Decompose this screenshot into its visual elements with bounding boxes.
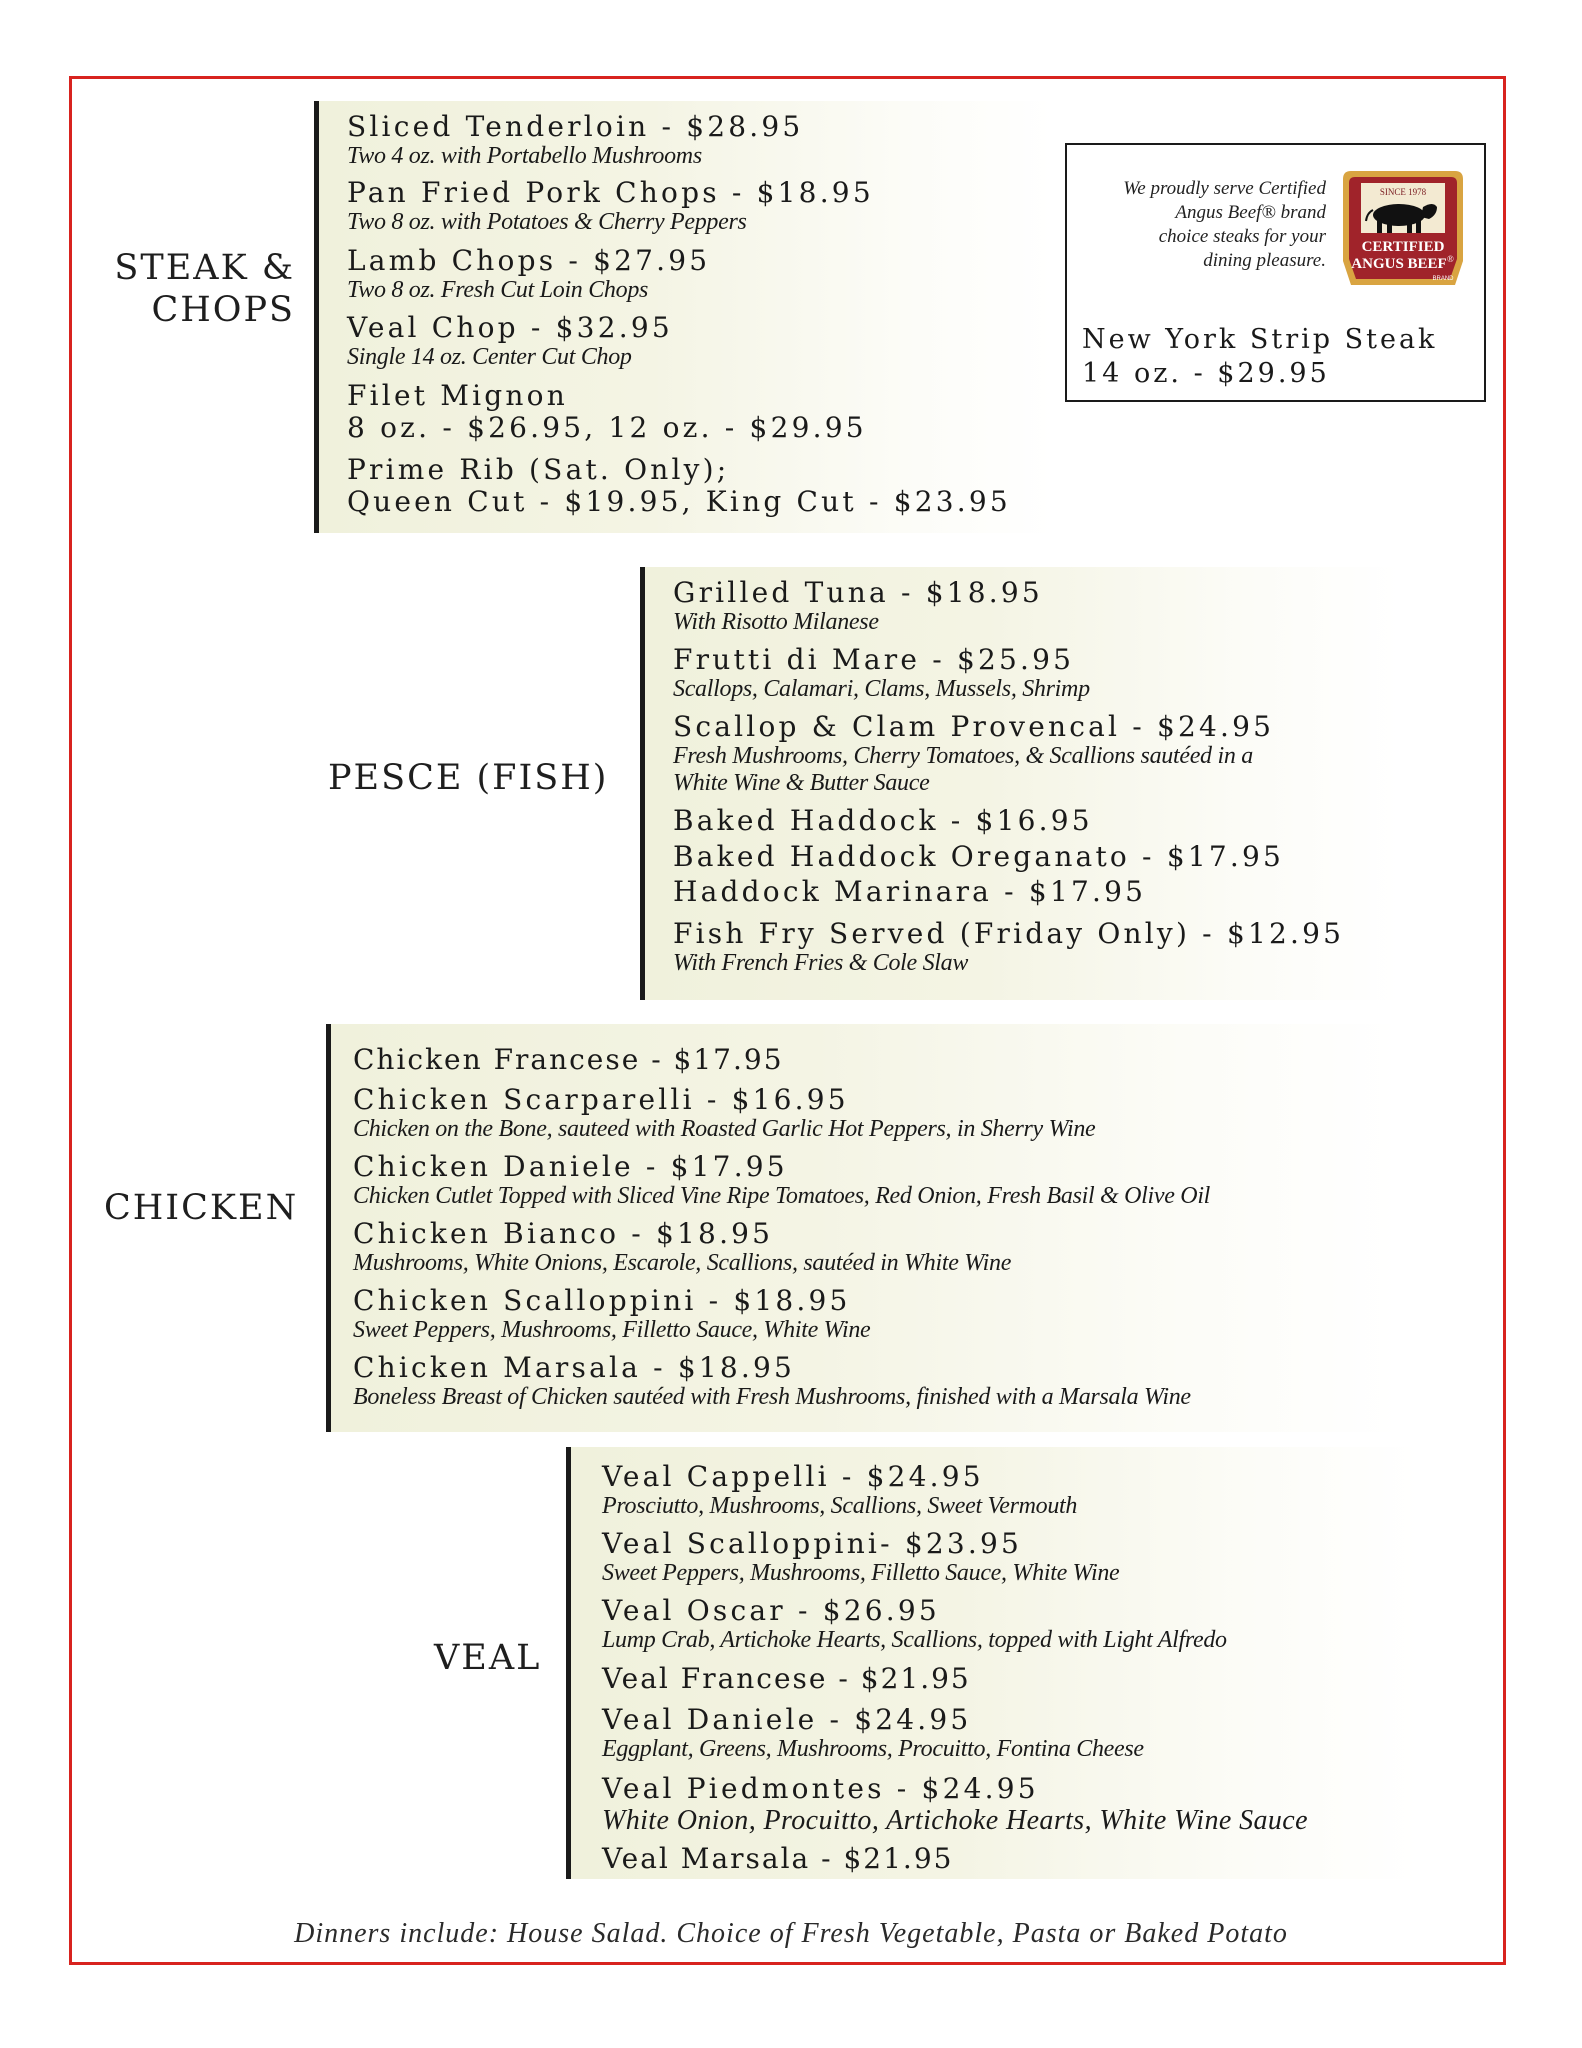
veal-panel (566, 1447, 1420, 1879)
item-description: Prosciutto, Mushrooms, Scallions, Sweet Vermouth (602, 1493, 1078, 1519)
item-description-cont: White Wine & Butter Sauce (673, 770, 930, 796)
item-name: Haddock Marinara - $17.95 (673, 875, 1147, 908)
certified-angus-beef-box (1065, 143, 1486, 402)
menu-item (347, 312, 673, 371)
menu-item (602, 1843, 953, 1875)
item-price-line: Queen Cut - $19.95, King Cut - $23.95 (347, 485, 1011, 518)
item-description: Lump Crab, Artichoke Hearts, Scallions, topped with Light Alfredo (602, 1627, 1227, 1653)
item-description: Sweet Peppers, Mushrooms, Filletto Sauce, White Wine (353, 1317, 871, 1343)
item-description: Chicken on the Bone, sauteed with Roasted Garlic Hot Peppers, in Sherry Wine (353, 1116, 1096, 1142)
section-label-steak-chops: STEAK & CHOPS (114, 248, 295, 330)
special-name: New York Strip Steak (1082, 324, 1438, 355)
item-name: Baked Haddock - $16.95 (673, 804, 1093, 837)
menu-item (602, 1704, 1144, 1763)
section-label-chicken: CHICKEN (104, 1188, 299, 1228)
item-description: Sweet Peppers, Mushrooms, Filletto Sauce, White Wine (602, 1560, 1120, 1586)
item-name: Chicken Francese - $17.95 (353, 1043, 784, 1076)
item-name: Lamb Chops - $27.95 (347, 244, 711, 277)
item-name: Veal Cappelli - $24.95 (602, 1460, 984, 1493)
menu-item (347, 454, 1011, 518)
item-description: Mushrooms, White Onions, Escarole, Scallions, sautéed in White Wine (353, 1250, 1012, 1276)
item-name: Chicken Daniele - $17.95 (353, 1150, 788, 1183)
item-name: Frutti di Mare - $25.95 (673, 643, 1075, 676)
menu-item (673, 644, 1090, 703)
item-description: Fresh Mushrooms, Cherry Tomatoes, & Scallions sautéed in a (673, 743, 1253, 769)
item-name: Fish Fry Served (Friday Only) - $12.95 (673, 917, 1345, 950)
logo-line1-text: CERTIFIED (1361, 239, 1445, 255)
new-york-strip-special (1082, 323, 1437, 391)
menu-item (602, 1663, 971, 1695)
menu-item (673, 577, 1043, 636)
item-description: Boneless Breast of Chicken sautéed with Fresh Mushrooms, finished with a Marsala Wine (353, 1384, 1191, 1410)
dinners-include-note: Dinners include: House Salad. Choice of Fresh Vegetable, Pasta or Baked Potato (294, 1918, 1288, 1949)
menu-item (673, 711, 1274, 797)
special-price: 14 oz. - $29.95 (1082, 358, 1330, 389)
logo-registered-mark: ® (1447, 254, 1454, 264)
cab-statement: We proudly serve Certified Angus Beef® brand choice steaks for your dining pleasure. (1123, 178, 1326, 271)
menu-item (602, 1773, 1308, 1837)
menu-item (673, 918, 1344, 977)
logo-line2-text: ANGUS BEEF (1351, 256, 1447, 272)
menu-item (353, 1151, 1210, 1210)
item-name: Veal Francese - $21.95 (602, 1662, 971, 1695)
item-name: Veal Marsala - $21.95 (602, 1842, 954, 1875)
chicken-panel (326, 1024, 1400, 1432)
item-description: Single 14 oz. Center Cut Chop (347, 344, 632, 370)
menu-item (353, 1084, 1095, 1143)
item-name: Veal Oscar - $26.95 (602, 1594, 940, 1627)
menu-item (347, 380, 867, 444)
item-name: Chicken Marsala - $18.95 (353, 1351, 796, 1384)
fish-panel (640, 567, 1400, 1000)
menu-item (602, 1461, 1077, 1520)
menu-item (602, 1528, 1119, 1587)
item-name: Sliced Tenderloin - $28.95 (347, 110, 804, 143)
item-name: Veal Daniele - $24.95 (602, 1703, 972, 1736)
section-label-fish: PESCE (FISH) (328, 758, 609, 798)
item-description: Scallops, Calamari, Clams, Mussels, Shrimp (673, 676, 1090, 702)
menu-item (673, 841, 1284, 873)
item-description: White Onion, Procuitto, Artichoke Hearts, White Wine Sauce (602, 1805, 1308, 1836)
menu-item (353, 1044, 784, 1076)
logo-brand-text: BRAND (1432, 276, 1454, 282)
steak-chops-panel (314, 101, 1054, 533)
item-name: Scallop & Clam Provencal - $24.95 (673, 710, 1275, 743)
item-name: Filet Mignon (347, 379, 568, 412)
item-description: Eggplant, Greens, Mushrooms, Procuitto, Fontina Cheese (602, 1736, 1144, 1762)
certified-angus-beef-logo (1333, 165, 1473, 291)
item-name: Chicken Bianco - $18.95 (353, 1217, 774, 1250)
item-description: Two 8 oz. Fresh Cut Loin Chops (347, 277, 649, 303)
item-name: Veal Chop - $32.95 (347, 311, 673, 344)
item-name: Veal Piedmontes - $24.95 (602, 1772, 1039, 1805)
item-description: With French Fries & Cole Slaw (673, 950, 969, 976)
item-description: Chicken Cutlet Topped with Sliced Vine Ripe Tomatoes, Red Onion, Fresh Basil & Olive Oil (353, 1183, 1211, 1209)
menu-item (353, 1285, 870, 1344)
item-name: Chicken Scalloppini - $18.95 (353, 1284, 851, 1317)
menu-item (347, 245, 710, 304)
logo-since-text: SINCE 1978 (1379, 187, 1427, 197)
section-label-veal: VEAL (434, 1638, 542, 1678)
item-name: Baked Haddock Oreganato - $17.95 (673, 840, 1284, 873)
item-name: Veal Scalloppini- $23.95 (602, 1527, 1023, 1560)
item-name: Prime Rib (Sat. Only); (347, 453, 730, 486)
menu-item (347, 177, 874, 236)
item-description: Two 4 oz. with Portabello Mushrooms (347, 143, 702, 169)
menu-item (353, 1218, 1011, 1277)
menu-item (602, 1595, 1227, 1654)
menu-item (353, 1352, 1191, 1411)
item-name: Pan Fried Pork Chops - $18.95 (347, 176, 874, 209)
item-name: Chicken Scarparelli - $16.95 (353, 1083, 849, 1116)
menu-item (673, 876, 1146, 908)
item-price-line: 8 oz. - $26.95, 12 oz. - $29.95 (347, 411, 867, 444)
item-description: With Risotto Milanese (673, 609, 879, 635)
menu-item (673, 805, 1093, 837)
menu-item (347, 111, 803, 170)
item-description: Two 8 oz. with Potatoes & Cherry Peppers (347, 209, 747, 235)
item-name: Grilled Tuna - $18.95 (673, 576, 1043, 609)
